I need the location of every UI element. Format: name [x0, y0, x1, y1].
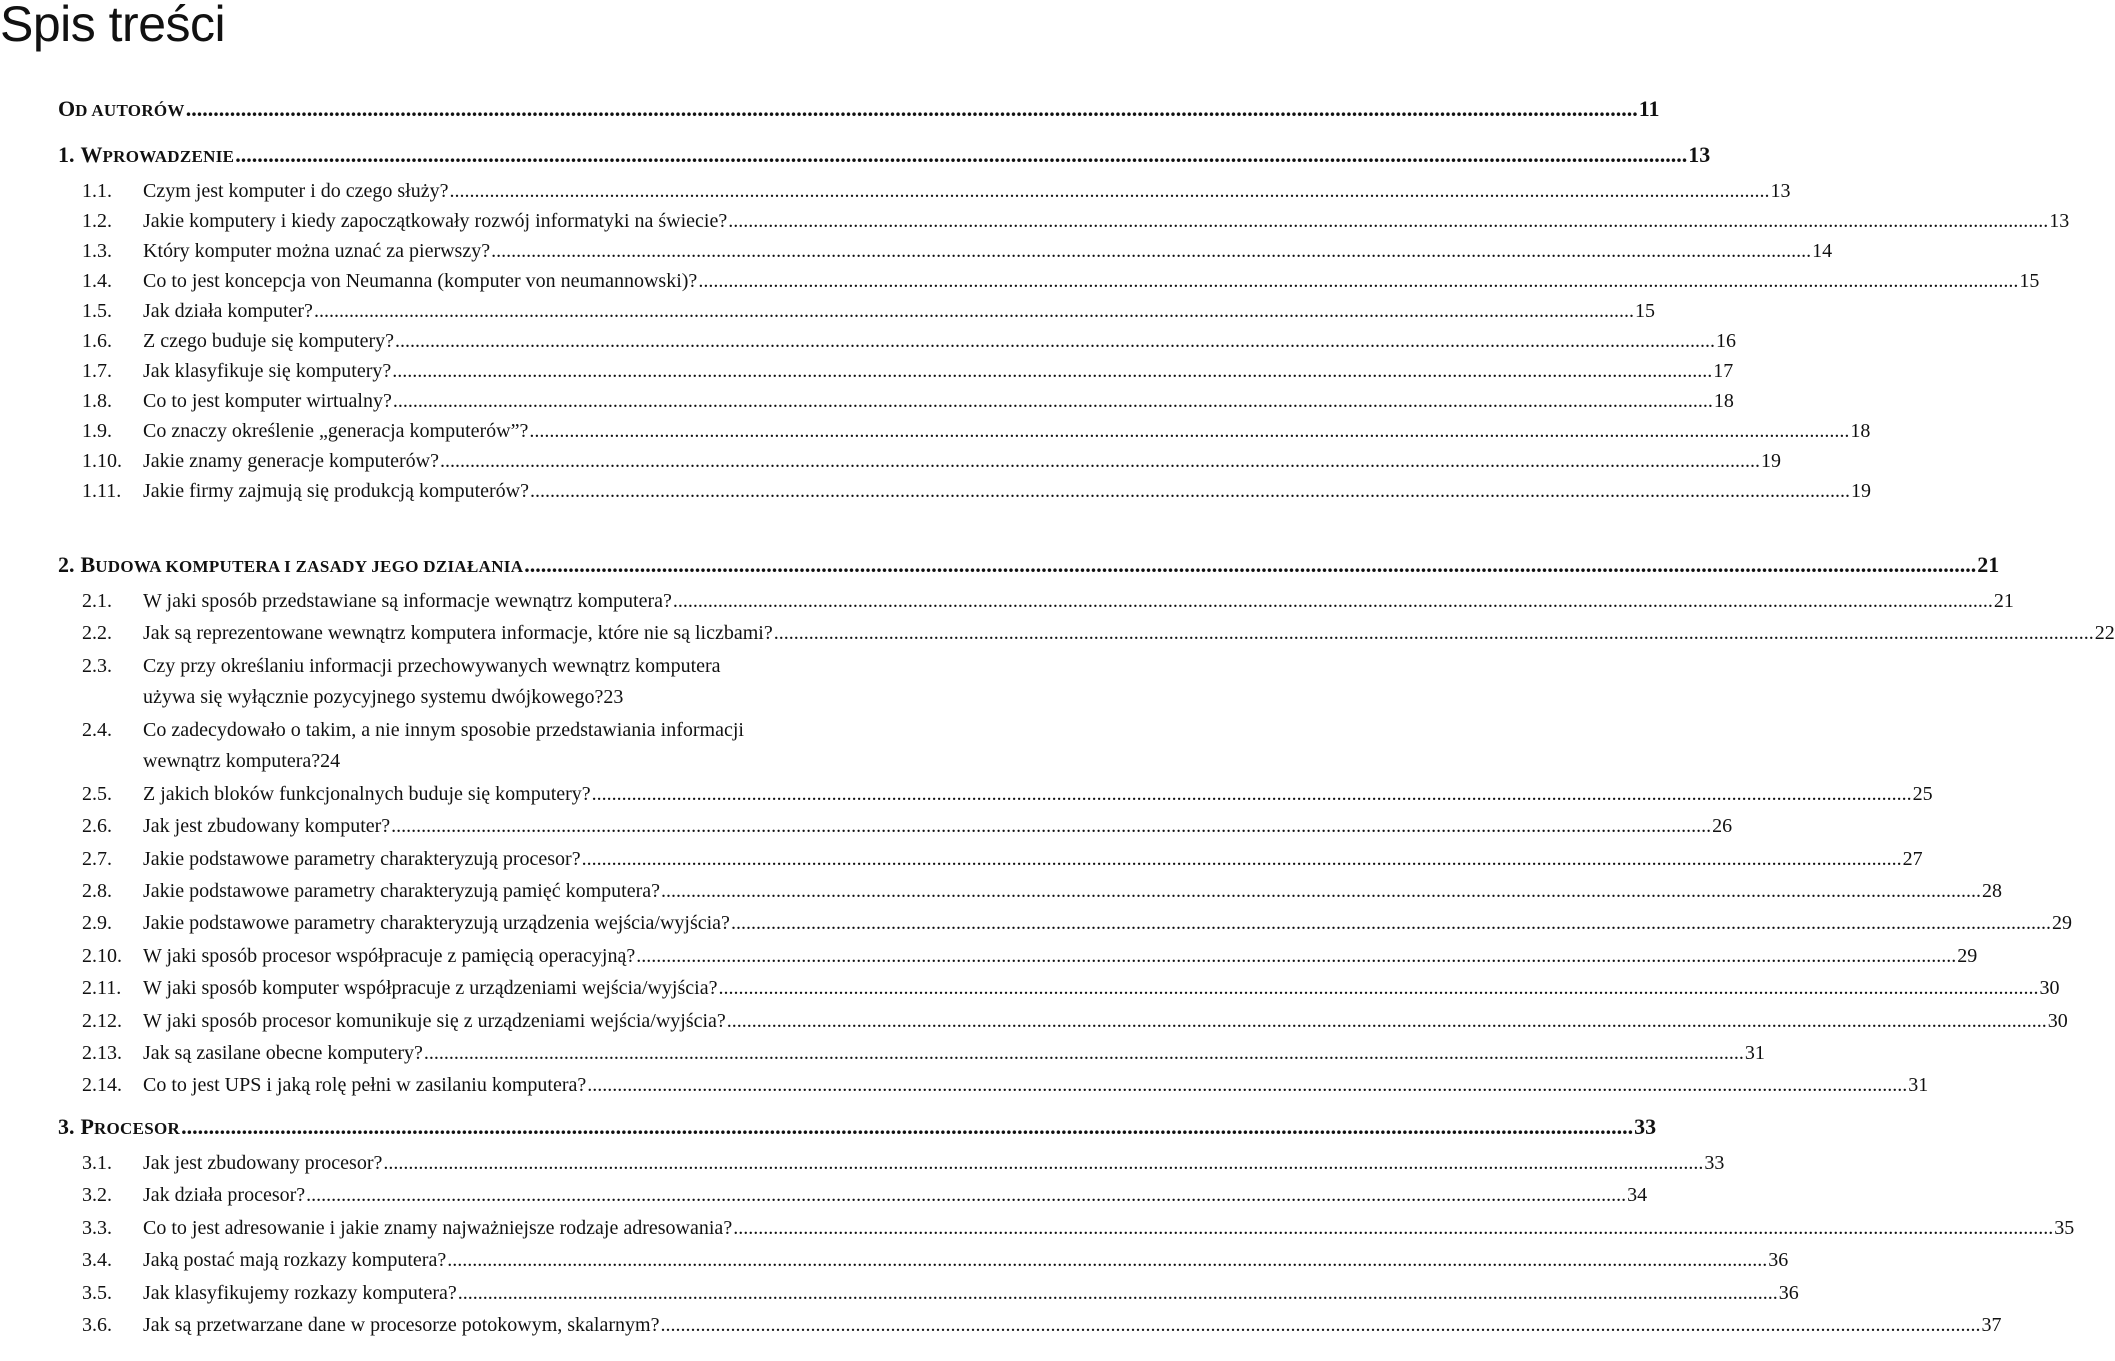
section-title: Jaką postać mają rozkazy komputera? — [143, 1249, 447, 1272]
dot-leader — [447, 1245, 1767, 1275]
page-number: 29 — [2051, 912, 2072, 935]
page-number: 37 — [1981, 1314, 2002, 1336]
toc-entry[interactable] — [58, 1278, 1799, 1308]
dot-leader — [235, 140, 1687, 170]
toc-chapter[interactable] — [58, 94, 1660, 124]
toc-entry[interactable] — [82, 651, 954, 681]
toc-entry[interactable] — [58, 844, 1923, 874]
section-number: 1.11. — [82, 480, 122, 502]
page-number: 31 — [1908, 1074, 1929, 1097]
page-number: 17 — [1713, 360, 1734, 382]
section-number: 2.10. — [82, 944, 122, 967]
chapter-title-initial: O — [58, 96, 76, 121]
toc-entry[interactable] — [58, 586, 2014, 616]
page-number: 29 — [1957, 944, 1978, 967]
page-number: 36 — [1768, 1249, 1789, 1272]
dot-leader — [392, 356, 1712, 386]
page-number: 22 — [2094, 622, 2115, 645]
section-number: 2.4. — [82, 718, 112, 741]
toc-entry[interactable] — [58, 779, 1933, 809]
section-number: 2.13. — [82, 1042, 122, 1064]
dot-leader — [395, 326, 1715, 356]
section-number: 3.1. — [82, 1152, 112, 1174]
page-number: 16 — [1716, 330, 1737, 352]
page-number: 18 — [1713, 390, 1734, 412]
section-number: 1.1. — [82, 180, 112, 202]
section-number: 1.7. — [82, 360, 112, 382]
page-number: 36 — [1778, 1281, 1799, 1304]
toc-entry[interactable] — [58, 1006, 2068, 1036]
chapter-title-rest: D AUTORÓW — [75, 101, 185, 120]
toc-entry[interactable] — [58, 1038, 1765, 1068]
section-title: Jak są przetwarzane dane w procesorze potokowym, skalarnym? — [143, 1314, 660, 1336]
section-title: Z jakich bloków funkcjonalnych buduje się komputery? — [143, 782, 591, 805]
dot-leader — [391, 811, 1711, 841]
section-title: W jaki sposób komputer współpracuje z urządzeniami wejścia/wyjścia? — [143, 977, 718, 1000]
chapter-title-rest: UDOWA KOMPUTERA I ZASADY JEGO DZIAŁANIA — [95, 557, 524, 576]
section-number: 2.8. — [82, 880, 112, 902]
section-number: 1.3. — [82, 240, 112, 262]
section-title: Jakie podstawowe parametry charakteryzują pamięć komputera? — [143, 880, 660, 902]
dot-leader — [449, 176, 1769, 206]
page-number: 27 — [1902, 847, 1923, 870]
page-number: 26 — [1712, 815, 1733, 838]
toc-entry[interactable] — [58, 973, 2060, 1003]
page-number: 31 — [1744, 1042, 1765, 1064]
section-number: 1.2. — [82, 210, 112, 232]
toc-entry[interactable] — [58, 176, 1791, 206]
toc-entry[interactable] — [82, 715, 954, 745]
dot-leader — [424, 1038, 1744, 1068]
section-number: 1.5. — [82, 300, 112, 322]
toc-entry-continuation[interactable] — [143, 746, 954, 776]
section-title: Co to jest UPS i jaką rolę pełni w zasilaniu komputera? — [143, 1074, 587, 1097]
toc-entry[interactable] — [58, 1070, 1929, 1100]
section-number: 3.6. — [82, 1314, 112, 1336]
section-title-line-1: Czy przy określaniu informacji przechowywanych wewnątrz komputera — [143, 654, 721, 677]
page-number: 15 — [1634, 300, 1655, 322]
section-number: 2.14. — [82, 1074, 122, 1097]
section-title-line-1: Co zadecydowało o takim, a nie innym sposobie przedstawiania informacji — [143, 718, 744, 741]
section-title: Jak są zasilane obecne komputery? — [143, 1042, 423, 1064]
section-title: Co znaczy określenie „generacja komputerów”? — [143, 420, 529, 442]
page-number: 15 — [2019, 270, 2040, 292]
dot-leader — [731, 908, 2051, 938]
dot-leader — [440, 446, 1760, 476]
toc-entry[interactable] — [58, 356, 1734, 386]
page-number: 18 — [1850, 420, 1871, 442]
page-number: 33 — [1704, 1152, 1725, 1174]
dot-leader — [186, 94, 1638, 124]
toc-entry[interactable] — [58, 876, 2002, 906]
section-title: W jaki sposób przedstawiane są informacje wewnątrz komputera? — [143, 590, 672, 612]
page-number: 11 — [1638, 96, 1660, 121]
dot-leader — [458, 1278, 1778, 1308]
dot-leader — [587, 1070, 1907, 1100]
chapter-title — [58, 550, 523, 582]
section-title: Który komputer można uznać za pierwszy? — [143, 240, 491, 262]
toc-entry[interactable] — [58, 1180, 1648, 1210]
section-number: 1.4. — [82, 270, 112, 292]
section-number: 2.6. — [82, 815, 112, 838]
page-number: 35 — [2054, 1216, 2075, 1239]
page-title: Spis treści — [0, 0, 226, 52]
toc-entry[interactable] — [58, 236, 1833, 266]
section-number: 1.9. — [82, 420, 112, 442]
dot-leader — [728, 206, 2048, 236]
section-title: Jakie podstawowe parametry charakteryzują urządzenia wejścia/wyjścia? — [143, 912, 730, 935]
page-number: 23 — [603, 685, 624, 708]
section-number: 3.4. — [82, 1249, 112, 1272]
section-title: Czym jest komputer i do czego służy? — [143, 180, 449, 202]
section-number: 2.5. — [82, 782, 112, 805]
page-number: 19 — [1851, 480, 1871, 502]
page-number: 30 — [2039, 977, 2060, 1000]
section-number: 1.8. — [82, 390, 112, 412]
dot-leader — [698, 266, 2018, 296]
dot-leader — [636, 941, 1956, 971]
page-number: 25 — [1912, 782, 1933, 805]
section-title: W jaki sposób procesor komunikuje się z urządzeniami wejścia/wyjścia? — [143, 1009, 726, 1032]
section-title: Jak działa procesor? — [143, 1184, 306, 1207]
dot-leader — [592, 779, 1912, 809]
toc-entry[interactable] — [58, 1245, 1789, 1275]
section-number: 1.6. — [82, 330, 112, 352]
dot-leader — [530, 476, 1850, 506]
section-number: 2.7. — [82, 847, 112, 870]
page-number: 19 — [1760, 450, 1781, 472]
section-title: Jakie znamy generacje komputerów? — [143, 450, 439, 472]
chapter-title-rest: ROCESOR — [93, 1119, 181, 1138]
dot-leader — [181, 1112, 1633, 1142]
dot-leader — [661, 876, 1981, 906]
dot-leader — [660, 1310, 1980, 1340]
toc-entry[interactable] — [58, 908, 2072, 938]
section-number: 2.3. — [82, 654, 112, 677]
page-number: 34 — [1627, 1184, 1648, 1207]
dot-leader — [727, 1006, 2047, 1036]
page-number: 24 — [320, 749, 341, 772]
page-number: 14 — [1812, 240, 1833, 262]
dot-leader — [306, 1180, 1626, 1210]
toc-entry[interactable] — [58, 941, 1978, 971]
dot-leader — [524, 550, 1976, 580]
chapter-number: 1. — [58, 142, 75, 167]
dot-leader — [529, 416, 1849, 446]
dot-leader — [673, 586, 1993, 616]
toc-entry[interactable] — [58, 446, 1781, 476]
section-number: 2.9. — [82, 912, 112, 935]
dot-leader — [582, 844, 1902, 874]
section-title: Jak działa komputer? — [143, 300, 313, 322]
chapter-title — [58, 94, 185, 126]
toc-entry[interactable] — [58, 206, 2070, 236]
section-number: 2.11. — [82, 977, 122, 1000]
toc-entry[interactable] — [58, 416, 1871, 446]
page-number: 28 — [1981, 880, 2002, 902]
dot-leader — [383, 1148, 1703, 1178]
section-title: Jakie podstawowe parametry charakteryzują procesor? — [143, 847, 581, 870]
section-title: Co to jest adresowanie i jakie znamy najważniejsze rodzaje adresowania? — [143, 1216, 733, 1239]
page-number: 33 — [1634, 1114, 1657, 1139]
chapter-number: 3. — [58, 1114, 75, 1139]
dot-leader — [774, 618, 2094, 648]
toc-entry[interactable] — [58, 618, 2115, 648]
chapter-title-initial: P — [80, 1114, 94, 1139]
chapter-title — [58, 1112, 180, 1144]
section-number: 3.2. — [82, 1184, 112, 1207]
section-title: W jaki sposób procesor współpracuje z pamięcią operacyjną? — [143, 944, 636, 967]
toc-entry[interactable] — [58, 811, 1733, 841]
dot-leader — [733, 1213, 2053, 1243]
toc-entry[interactable] — [58, 326, 1737, 356]
section-title: Co to jest komputer wirtualny? — [143, 390, 392, 412]
section-title: Jak są reprezentowane wewnątrz komputera informacje, które nie są liczbami? — [143, 622, 773, 645]
section-title: Z czego buduje się komputery? — [143, 330, 395, 352]
toc-entry[interactable] — [58, 296, 1655, 326]
page-number: 13 — [1688, 142, 1711, 167]
toc-chapter[interactable] — [58, 550, 2000, 580]
toc-entry[interactable] — [58, 1148, 1725, 1178]
section-number: 1.10. — [82, 450, 122, 472]
page-number: 13 — [2049, 210, 2070, 232]
chapter-title-rest: PROWADZENIE — [102, 147, 235, 166]
toc-entry-continuation[interactable] — [143, 682, 954, 712]
dot-leader — [314, 296, 1634, 326]
toc-entry[interactable] — [58, 266, 2040, 296]
toc-entry[interactable] — [58, 476, 1871, 506]
section-number: 3.5. — [82, 1281, 112, 1304]
page-number: 21 — [1977, 552, 2000, 577]
toc-chapter[interactable] — [58, 1112, 1657, 1142]
section-title: Jak jest zbudowany procesor? — [143, 1152, 383, 1174]
section-title: Jakie komputery i kiedy zapoczątkowały rozwój informatyki na świecie? — [143, 210, 728, 232]
chapter-title-initial: B — [80, 552, 96, 577]
dot-leader — [718, 973, 2038, 1003]
toc-chapter[interactable] — [58, 140, 1711, 170]
toc-entry[interactable] — [58, 1213, 2075, 1243]
section-title-line-2: używa się wyłącznie pozycyjnego systemu dwójkowego? — [143, 685, 604, 708]
section-title: Jak klasyfikuje się komputery? — [143, 360, 392, 382]
section-title: Jak klasyfikujemy rozkazy komputera? — [143, 1281, 457, 1304]
chapter-number: 2. — [58, 552, 75, 577]
toc-entry[interactable] — [58, 386, 1734, 416]
dot-leader — [491, 236, 1811, 266]
page-number: 30 — [2047, 1009, 2068, 1032]
section-number: 3.3. — [82, 1216, 112, 1239]
section-title: Jakie firmy zajmują się produkcją komputerów? — [143, 480, 529, 502]
chapter-title — [58, 140, 234, 172]
section-number: 2.1. — [82, 590, 112, 612]
section-title: Jak jest zbudowany komputer? — [143, 815, 391, 838]
section-number: 2.12. — [82, 1009, 122, 1032]
chapter-title-initial: W — [80, 142, 103, 167]
toc-entry[interactable] — [58, 1310, 2002, 1340]
section-number: 2.2. — [82, 622, 112, 645]
dot-leader — [393, 386, 1713, 416]
section-title: Co to jest koncepcja von Neumanna (komputer von neumannowski)? — [143, 270, 698, 292]
page-number: 13 — [1770, 180, 1791, 202]
page-number: 21 — [1993, 590, 2014, 612]
section-title-line-2: wewnątrz komputera? — [143, 749, 321, 772]
